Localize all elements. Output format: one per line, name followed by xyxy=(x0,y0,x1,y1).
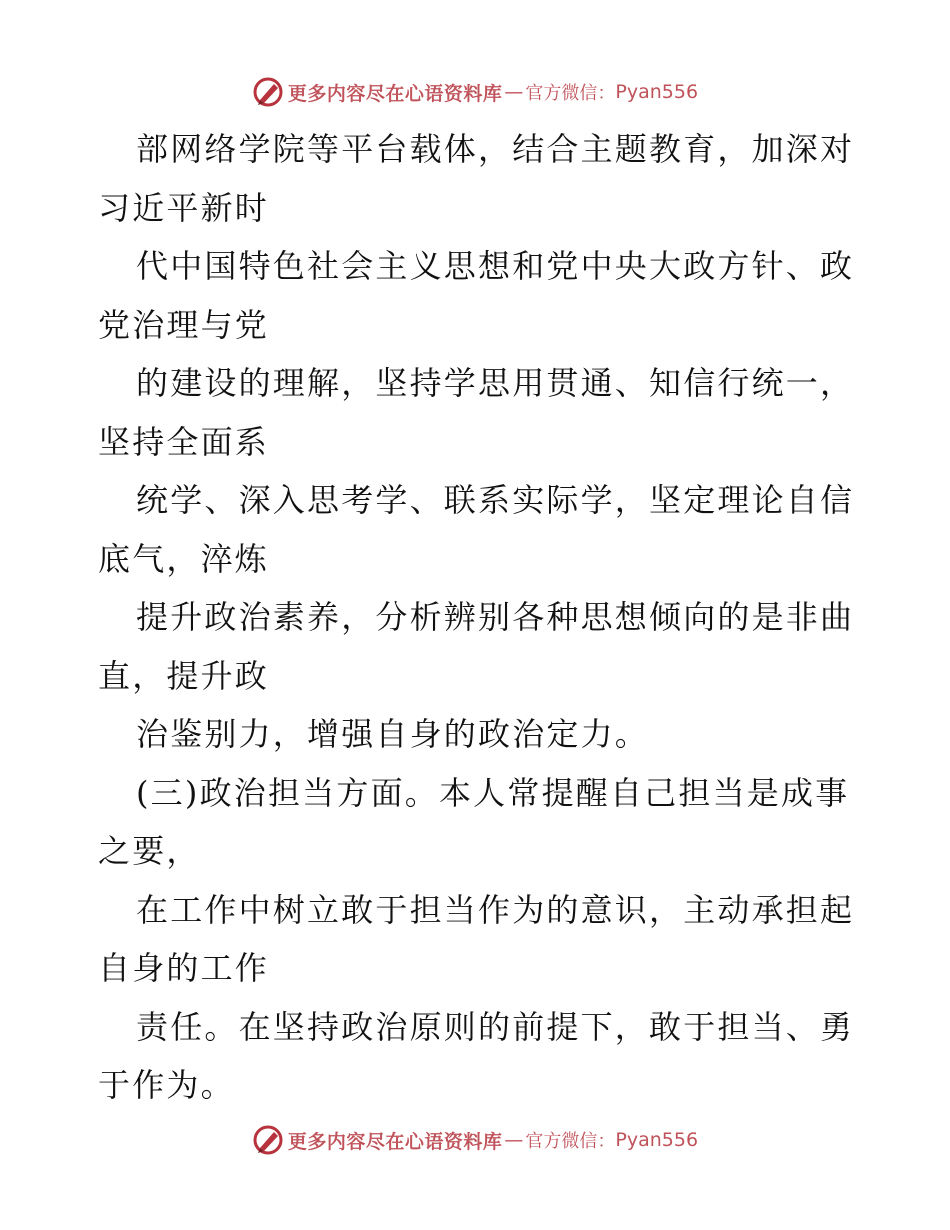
banner-wechat-label: 官方微信： xyxy=(525,83,616,104)
text-line: 习近平新时 xyxy=(98,188,270,227)
text-line: 部网络学院等平台载体，结合主题教育，加深对 xyxy=(136,130,855,168)
text-line: 在工作中树立敢于担当作为的意识，主动承担起 xyxy=(136,890,855,929)
banner-title: 更多内容尽在心语资料库 xyxy=(287,82,503,105)
text-line: 坚持全面系 xyxy=(98,422,270,461)
text-line: 党治理与党 xyxy=(98,305,270,344)
banner-dash: — xyxy=(504,81,524,103)
document-body xyxy=(98,120,858,1115)
banner-title: 更多内容尽在心语资料库 xyxy=(287,1130,503,1153)
pen-logo-icon xyxy=(252,1124,284,1156)
text-line: 统学、深入思考学、联系实际学，坚定理论自信 xyxy=(136,481,855,519)
footer-banner xyxy=(0,1120,950,1160)
text-line: 于作为。 xyxy=(98,1066,235,1104)
text-line: 责任。在坚持政治原则的前提下，敢于担当、勇 xyxy=(136,1007,855,1046)
banner-wechat-id: Pyan556 xyxy=(615,1129,699,1151)
text-line: 代中国特色社会主义思想和党中央大政方针、政 xyxy=(136,247,855,285)
section-heading-line: (三)政治担当方面。本人常提醒自己担当是成事 xyxy=(136,773,850,812)
text-line: 自身的工作 xyxy=(98,949,270,987)
header-banner xyxy=(0,72,950,112)
banner-dash: — xyxy=(504,1129,524,1151)
text-line: 之要， xyxy=(98,832,201,870)
text-line: 底气，淬炼 xyxy=(98,539,270,578)
text-line: 治鉴别力，增强自身的政治定力。 xyxy=(136,715,650,753)
banner-wechat-label: 官方微信： xyxy=(525,1131,616,1152)
banner-wechat-id: Pyan556 xyxy=(615,81,699,103)
pen-logo-icon xyxy=(252,76,284,108)
text-line: 直，提升政 xyxy=(98,656,270,695)
text-line: 的建设的理解，坚持学思用贯通、知信行统一， xyxy=(136,364,855,402)
text-line: 提升政治素养，分析辨别各种思想倾向的是非曲 xyxy=(136,598,855,636)
